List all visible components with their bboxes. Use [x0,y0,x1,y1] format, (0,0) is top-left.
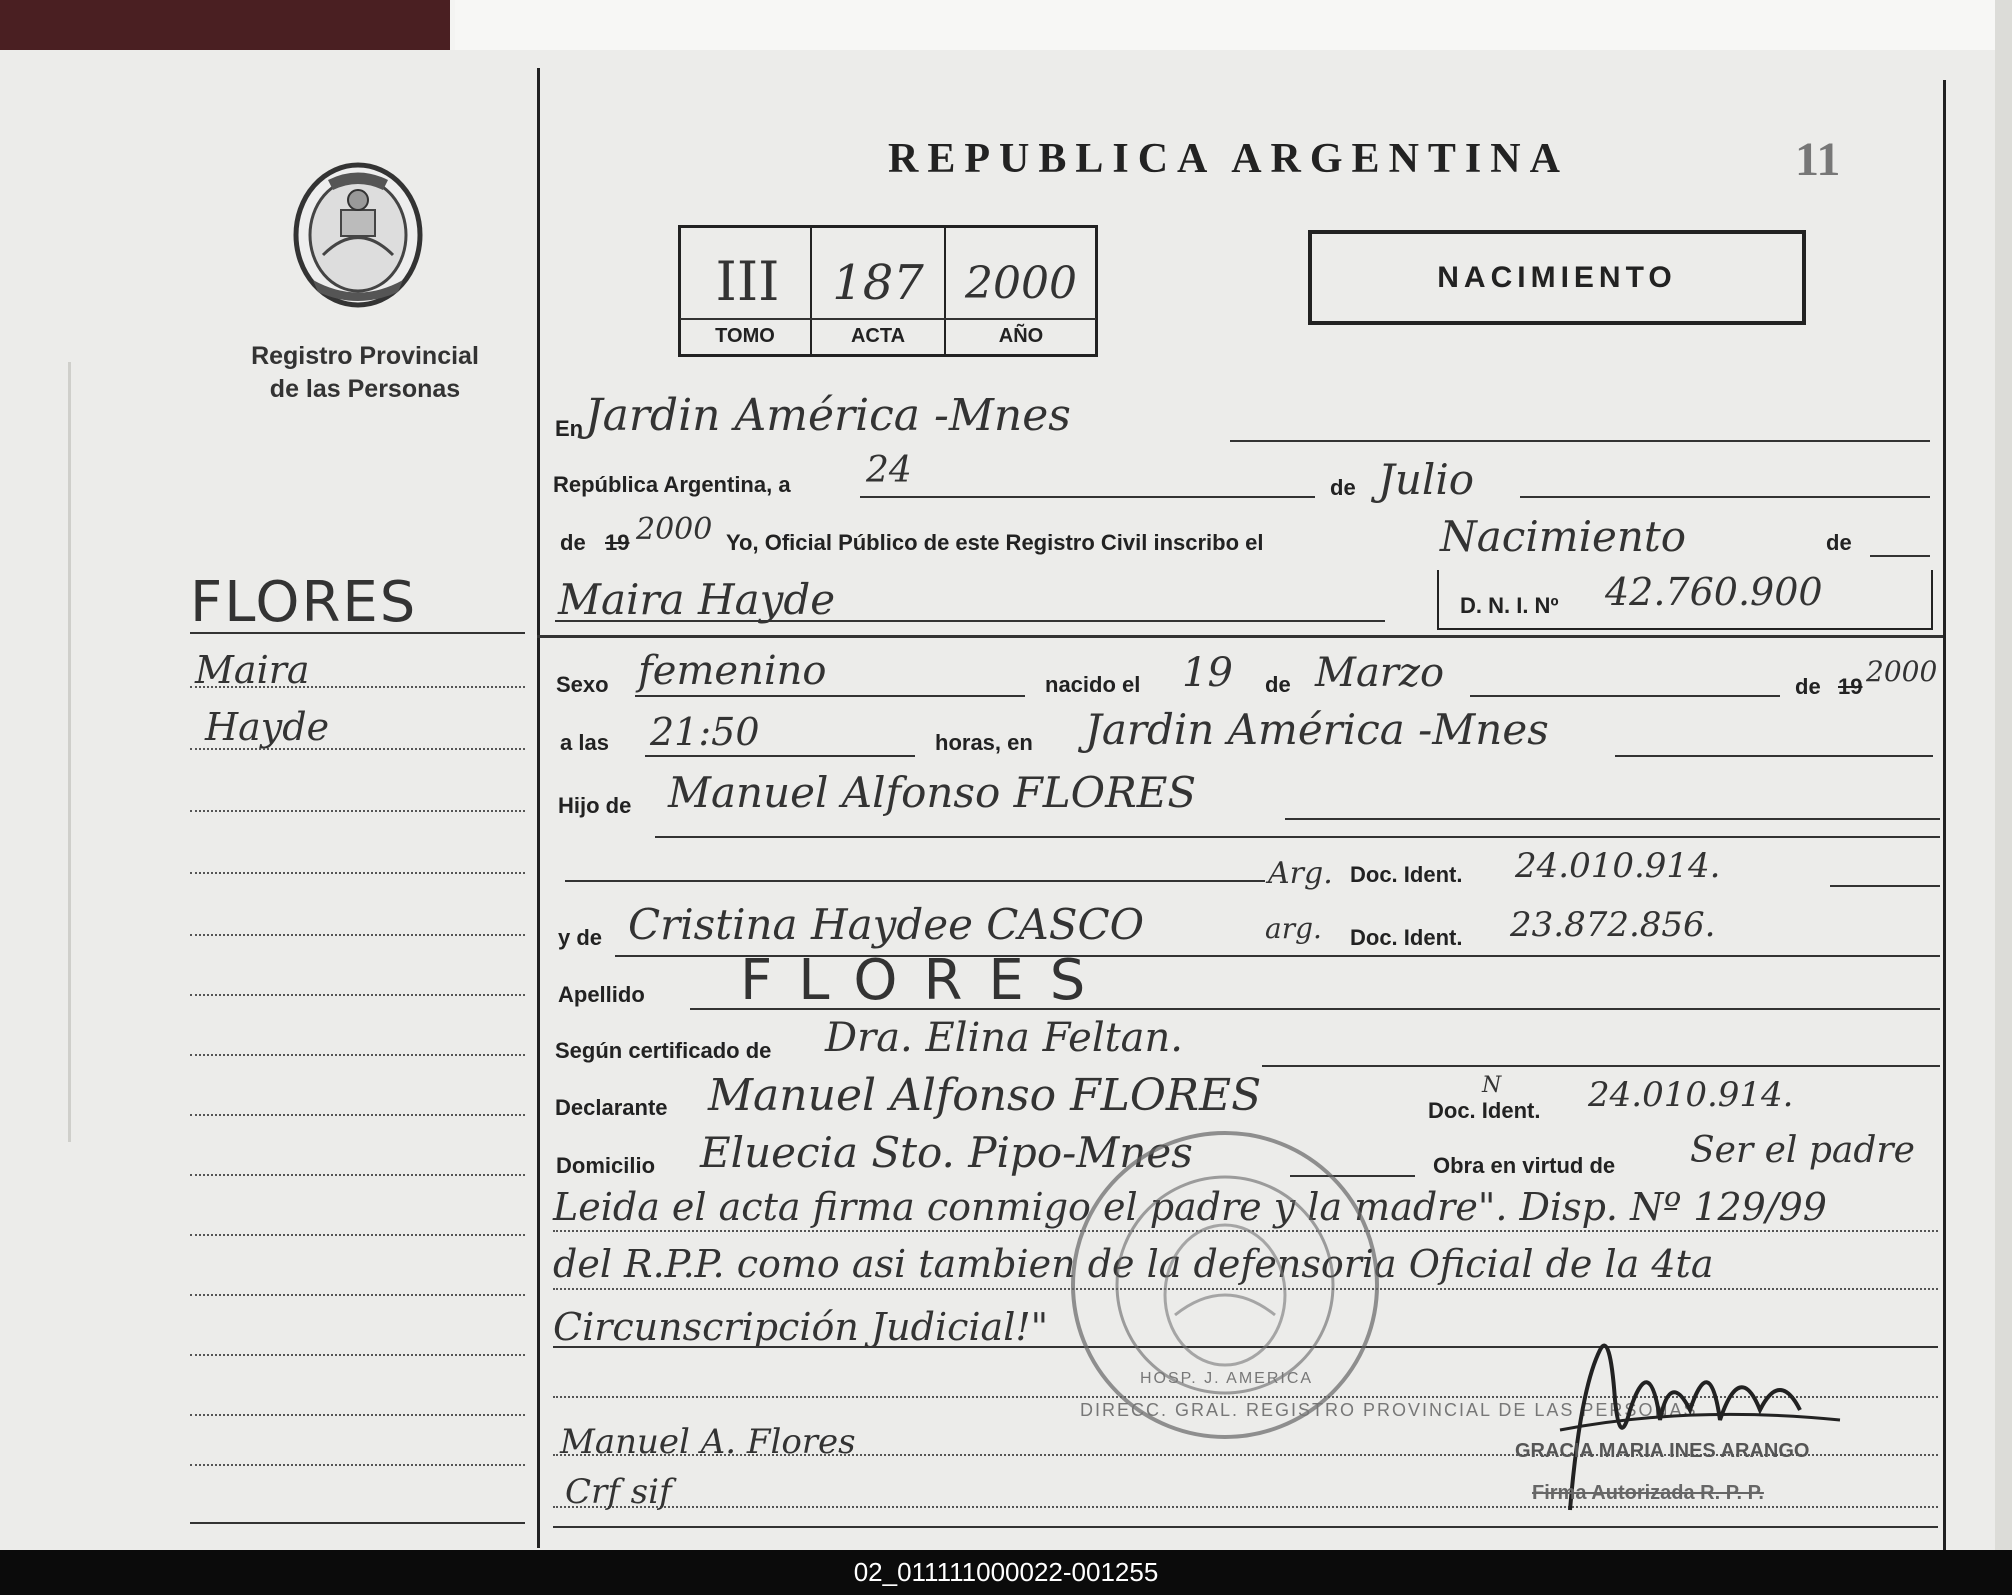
rule [1870,555,1930,557]
year-value: 2000 [636,512,713,547]
mother-signature: Crf sif [565,1472,672,1512]
margin-name1: Maira [195,648,310,692]
rule [1230,440,1930,442]
yde-label: y de [558,925,603,950]
margin-dotline [190,994,525,996]
rule [1520,496,1930,498]
hour-value: 21:50 [650,710,760,754]
name-value: Maira Hayde [558,575,836,624]
mother-nat: arg. [1265,912,1322,945]
segun-label: Según certificado de [555,1038,772,1063]
rule [1262,1065,1940,1067]
apellido-value: FLORES [740,948,1112,1013]
official-role: Firma Autorizada R. P. P. [1532,1482,1764,1504]
de2-label: de [1795,674,1821,699]
note-line-2: del R.P.P. como asi tambien de la defensoria Oficial de la 4ta [553,1242,1714,1286]
margin-dotline [190,810,525,812]
official-stamp-icon [1065,1125,1385,1445]
margin-dotline [190,1054,525,1056]
rule [1830,885,1940,887]
hijo-label: Hijo de [558,793,632,818]
year-prefix: de [560,530,586,555]
note-line-1: Leida el acta firma conmigo el padre y la madre". Disp. Nº 129/99 [553,1185,1827,1229]
margin-surname: FLORES [190,570,418,635]
de-label: de [1330,475,1356,500]
de-after: de [1826,530,1852,555]
page-edge [1995,0,2012,1550]
official-name: GRACIA MARIA INES ARANGO [1515,1440,1810,1462]
divider-line [537,68,540,1548]
apellido-label: Apellido [558,982,645,1007]
year-struck: 19 [605,530,630,555]
acta-label: ACTA [850,325,906,347]
place-value: Jardin América -Mnes [1085,705,1549,754]
declarante-value: Manuel Alfonso FLORES [708,1070,1262,1121]
margin-name2: Hayde [205,705,330,749]
margin-dotline [190,934,525,936]
en-value: Jardin América -Mnes [585,390,1071,441]
rule [655,836,1940,838]
birth-year-struck: 19 [1838,674,1863,699]
dni-label: D. N. I. Nº [1460,593,1559,618]
cert-value: Dra. Elina Feltan. [825,1015,1184,1061]
top-strip [0,0,2012,50]
margin-dotline [190,1414,525,1416]
republica-label: República Argentina, a [553,472,791,497]
right-border [1943,80,1946,1550]
domicilio-value: Eluecia Sto. Pipo-Mnes [700,1128,1193,1177]
margin-dotline [190,872,525,874]
section-rule [537,635,1943,638]
tomo-value: III [715,250,780,313]
father-signature: Manuel A. Flores [560,1422,856,1462]
rule [690,1008,1940,1010]
de1-label: de [1265,672,1291,697]
rule [1285,818,1940,820]
rule [635,695,1025,697]
doc-ident-label-2: Doc. Ident. [1350,925,1463,950]
month-value: Julio [1378,455,1475,504]
page-number: 11 [1795,133,1841,186]
rule [645,755,915,757]
image-id-footer: 02_011111000022-001255 [0,1550,2012,1595]
mother-value: Cristina Haydee CASCO [628,900,1145,949]
tomo-label: TOMO [715,325,775,347]
doc-sup: N [1482,1073,1502,1098]
stamp-text: DIRECC. GRAL. REGISTRO PROVINCIAL DE LAS PERSONAS [1080,1400,1698,1420]
registry-line2: de las Personas [269,375,461,403]
registry-line1: Registro Provincial [251,342,479,370]
margin-dotline [190,1234,525,1236]
record-rule [680,318,1096,320]
margin-dotline [190,1114,525,1116]
margin-dotline [190,1354,525,1356]
sexo-label: Sexo [556,672,609,697]
inscribe-value: Nacimiento [1440,512,1687,561]
registry-title [230,340,500,406]
declarante-doc: 24.010.914. [1588,1075,1794,1115]
rule [860,496,1315,498]
margin-dotline [190,1464,525,1466]
margin-dotline [190,1294,525,1296]
day-value: 24 [866,450,912,491]
doc-label-2: Doc. Ident. [1428,1098,1541,1123]
margin-dotline [190,748,525,750]
dni-value: 42.760.900 [1605,570,1823,614]
margin-dotline [190,1174,525,1176]
rule [555,620,1385,622]
en-label: En [555,416,584,441]
father-value: Manuel Alfonso FLORES [668,768,1197,817]
birth-month: Marzo [1315,650,1445,696]
declarante-label: Declarante [555,1095,668,1120]
yo-text: Yo, Oficial Público de este Registro Civil inscribo el [726,530,1264,555]
margin-bottom-rule [190,1522,525,1524]
page-title: REPUBLICA ARGENTINA [888,136,1569,182]
page-behind [455,0,2012,54]
obra-value: Ser el padre [1690,1130,1915,1171]
certificate-page [0,50,2012,1550]
birth-day: 19 [1182,650,1233,696]
misiones-seal-icon [283,160,433,310]
horas-label: horas, en [935,730,1033,755]
mother-doc: 23.872.856. [1510,905,1716,945]
note-line-3: Circunscripción Judicial!" [553,1305,1049,1349]
rule [1470,695,1780,697]
father-nat: Arg. [1268,856,1333,891]
rule [565,880,1265,882]
acta-value: 187 [832,255,924,311]
margin-rule [190,632,525,634]
a-las-label: a las [560,730,609,755]
binding-stitch [68,362,71,1142]
anio-label: AÑO [998,325,1044,347]
margin-dotline [190,686,525,688]
rule [1615,755,1933,757]
nacimiento-label: NACIMIENTO [1437,261,1677,294]
nacimiento-box [1308,230,1806,325]
sexo-value: femenino [638,648,827,694]
father-doc: 24.010.914. [1515,846,1721,886]
domicilio-label: Domicilio [556,1153,656,1178]
birth-year: 2000 [1866,655,1938,688]
nacido-label: nacido el [1045,672,1141,697]
anio-value: 2000 [965,258,1077,309]
binder-edge [0,0,450,50]
stamp-inner-text: HOSP. J. AMERICA [1140,1370,1314,1387]
obra-label: Obra en virtud de [1433,1153,1616,1178]
doc-ident-label: Doc. Ident. [1350,862,1463,887]
